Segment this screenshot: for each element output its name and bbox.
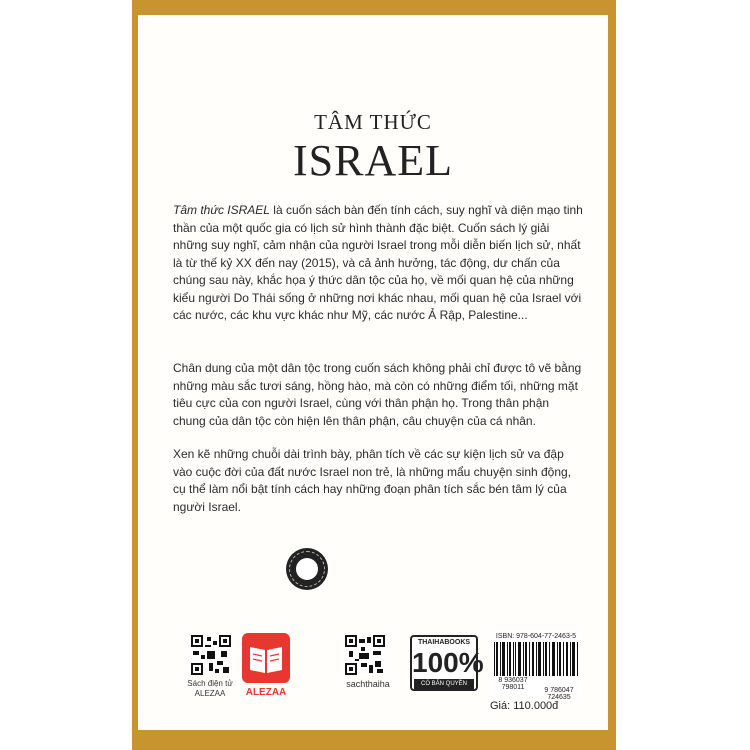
barcode-bars bbox=[492, 642, 580, 676]
book-title-italic: Tâm thức ISRAEL bbox=[173, 203, 270, 217]
sachthaiha-qr-code bbox=[345, 635, 385, 675]
price-label: Giá: 110.000đ bbox=[490, 700, 559, 712]
title-line2: ISRAEL bbox=[293, 136, 453, 185]
description-paragraph-2: Chân dung của một dân tộc trong cuốn sách không phải chỉ được tô vẽ bằng những màu sắc tươi sáng, hồng hào, mà còn có những điểm tối, những mặt tiêu cực của con người Israel, cùng với thân phận họ. Trong thân phận chung của dân tộc còn hiện lên thân phận, câu chuyện của cá nhân. bbox=[173, 361, 582, 428]
isbn-text: ISBN: 978-604-77-2463-5 bbox=[495, 633, 577, 640]
alezaa-qr-code bbox=[191, 635, 231, 675]
publisher-seal-logo bbox=[286, 548, 328, 590]
paragraph-1-text: là cuốn sách bàn đến tính cách, suy nghĩ và diện mạo tinh thần của một quốc gia có lịch sử hình thành đặc biệt. Cuốn sách lý giải những suy nghĩ, cảm nhận của người Israel trong mỗi diễn biến lịch sử, nhất là từ thế kỷ XX đến nay (2015), và cả ảnh hưởng, tác động, dư chấn của chúng sau này, khắc họa ý thức dân tộc của họ, về mối quan hệ của những kiểu người Do Thái sống ở những nơi khác nhau, mối quan hệ của Israel với các nước, các khu vực khác như Mỹ, các nước Ả Rập, Palestine... bbox=[173, 203, 583, 322]
badge-percent: 100% bbox=[412, 647, 484, 678]
copyright-badge bbox=[410, 635, 484, 691]
badge-copyright-text: CÓ BẢN QUYỀN bbox=[414, 679, 474, 689]
alezaa-logo bbox=[242, 633, 290, 683]
cover-page bbox=[138, 15, 608, 730]
description-paragraph-3: Xen kẽ những chuỗi dài trình bày, phân tích về các sự kiện lịch sử va đập vào cuộc đời của đất nước Israel non trẻ, là những mẩu chuyện sinh động, cụ thể làm nổi bật tính cách hay những đoạn phân tích sắc bén tâm lý của người Israel. bbox=[173, 447, 572, 514]
title-line1: TÂM THỨC bbox=[314, 110, 432, 134]
qr1-caption: Sách điện tử ALEZAA bbox=[187, 679, 233, 698]
seal-center bbox=[296, 558, 318, 580]
open-book-icon bbox=[242, 633, 290, 683]
barcode-block bbox=[490, 633, 582, 701]
alezaa-label: ALEZAA bbox=[245, 687, 287, 698]
badge-publisher: THAIHABOOKS bbox=[417, 639, 471, 646]
barcode-number-bottom: 9 786047 724635 bbox=[544, 687, 574, 701]
description-paragraph-1 bbox=[173, 202, 585, 325]
qr2-caption: sachthaiha bbox=[346, 679, 390, 689]
barcode-number-top: 8 936037 798011 bbox=[498, 677, 528, 691]
